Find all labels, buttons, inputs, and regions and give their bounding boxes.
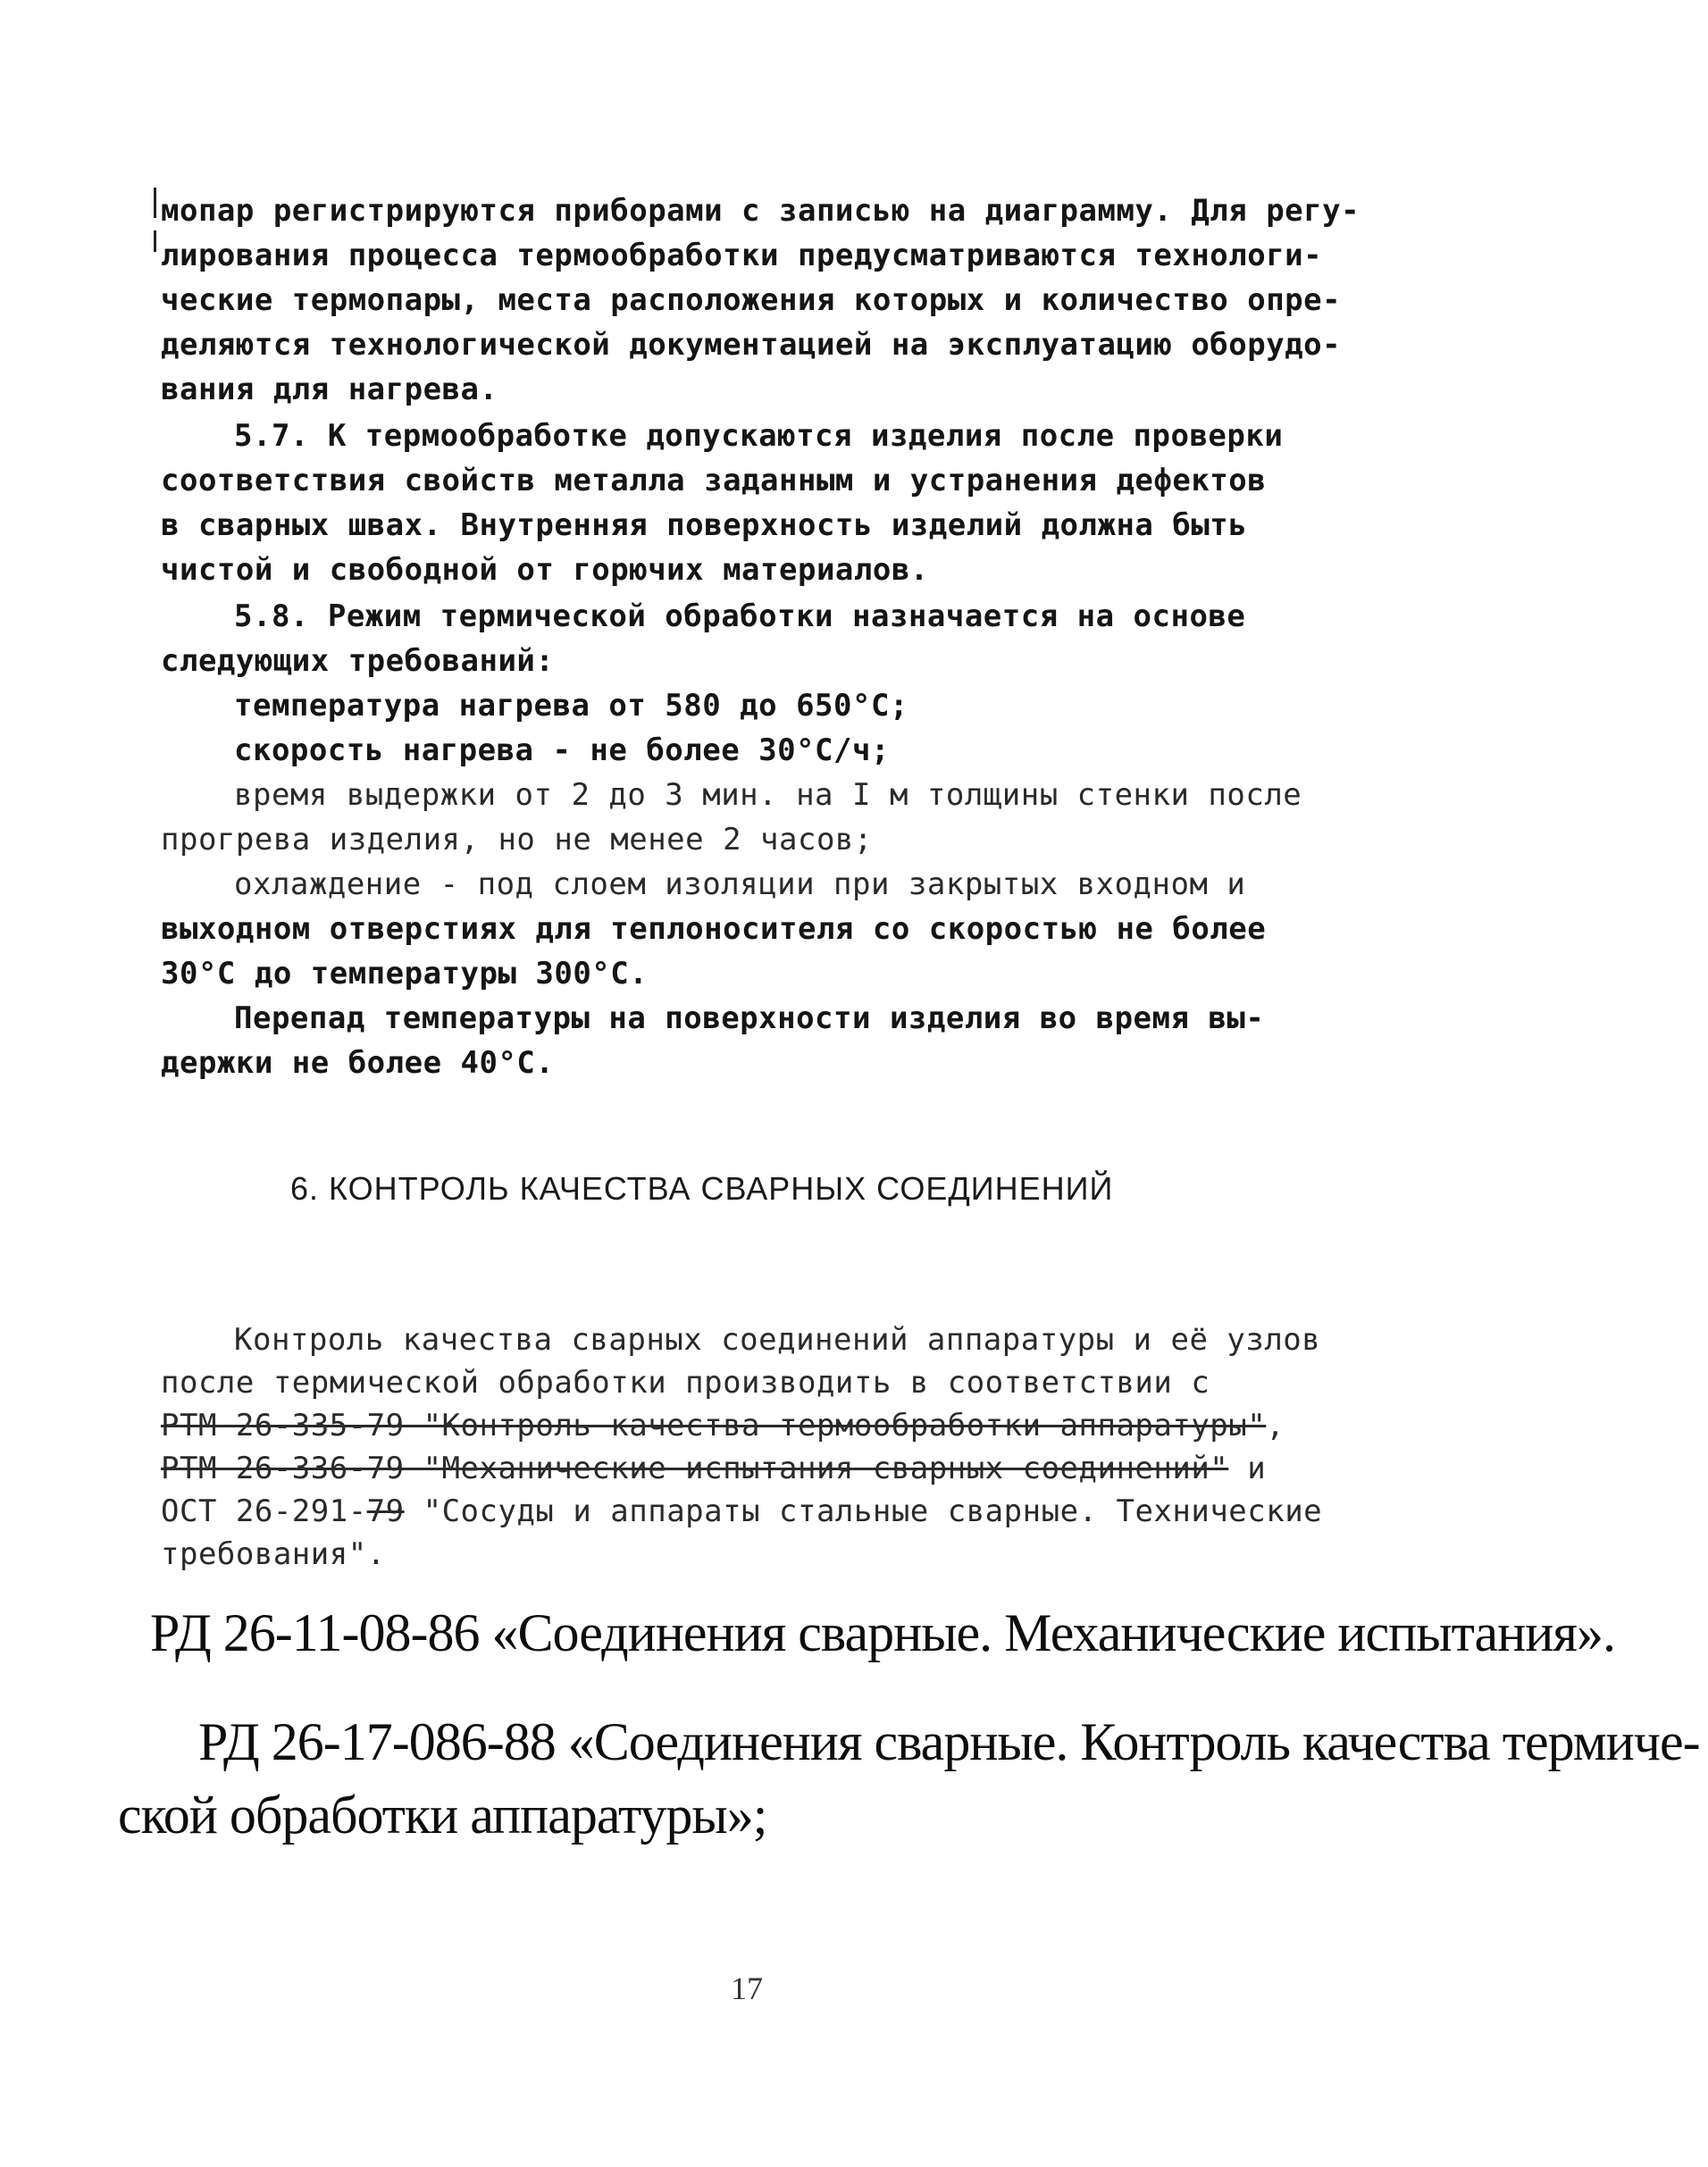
- text-line: лирования процесса термообработки предусматриваются технологи-: [161, 238, 1323, 273]
- ost-code: ОСТ 26-291-: [161, 1493, 367, 1529]
- conjunction: и: [1228, 1451, 1267, 1486]
- text-line: ческие термопары, места расположения которых и количество опре-: [161, 282, 1342, 318]
- section-6-intro-line: Контроль качества сварных соединений аппаратуры и её узлов: [234, 1322, 1321, 1358]
- struck-reference-line: [161, 1447, 1266, 1490]
- temperature-difference-line: Перепад температуры на поверхности изделия во время вы-: [234, 1000, 1265, 1036]
- struck-reference: РТМ 26-335-79 "Контроль качества термообработки аппаратуры": [161, 1408, 1267, 1443]
- ost-title: "Сосуды и аппараты стальные сварные. Технические: [404, 1493, 1323, 1529]
- paragraph-5-7-line: 5.7. К термообработке допускаются изделия после проверки: [234, 418, 1284, 454]
- paragraph-5-7-line: чистой и свободной от горючих материалов.: [161, 552, 929, 588]
- text-line: вания для нагрева.: [161, 372, 498, 407]
- punctuation: ,: [1266, 1408, 1285, 1443]
- struck-reference: РТМ 26-336-79 "Механические испытания сварных соединений": [161, 1451, 1229, 1486]
- requirement-temperature: температура нагрева от 580 до 650°С;: [234, 688, 908, 724]
- ost-reference-line: требования".: [161, 1536, 386, 1572]
- page-number: 17: [731, 1970, 763, 2006]
- paragraph-5-7-line: соответствия свойств металла заданным и устранения дефектов: [161, 463, 1267, 498]
- ost-reference-line: [161, 1490, 1322, 1533]
- ost-year-struck: 79: [366, 1493, 405, 1529]
- paragraph-5-8-line: следующих требований:: [161, 643, 555, 679]
- requirement-heating-speed: скорость нагрева - не более 30°С/ч;: [234, 732, 890, 768]
- text-line: мопар регистрируются приборами с записью на диаграмму. Для регу-: [161, 193, 1361, 229]
- requirement-cooling: 30°С до температуры 300°С.: [161, 956, 649, 991]
- temperature-difference-line: держки не более 40°С.: [161, 1045, 555, 1081]
- text-line: деляются технологической документацией на эксплуатацию оборудо-: [161, 327, 1342, 363]
- replacement-reference-rd-2: РД 26-17-086-88 «Соединения сварные. Контроль качества термиче-: [198, 1712, 1700, 1771]
- section-6-intro-line: после термической обработки производить в соответствии с: [161, 1365, 1210, 1401]
- requirement-cooling: выходном отверстиях для теплоносителя со скоростью не более: [161, 911, 1267, 947]
- struck-reference-line: [161, 1404, 1285, 1447]
- requirement-holding-time: прогрева изделия, но не менее 2 часов;: [161, 822, 873, 858]
- requirement-holding-time: время выдержки от 2 до 3 мин. на I м толщины стенки после: [234, 777, 1302, 813]
- replacement-reference-rd-1: РД 26-11-08-86 «Соединения сварные. Механические испытания».: [150, 1603, 1615, 1662]
- requirement-cooling: охлаждение - под слоем изоляции при закрытых входном и: [234, 866, 1246, 902]
- margin-mark: [154, 188, 156, 218]
- paragraph-5-7-line: в сварных швах. Внутренняя поверхность изделий должна быть: [161, 507, 1248, 543]
- paragraph-5-8-line: 5.8. Режим термической обработки назначается на основе: [234, 598, 1246, 634]
- margin-mark: [154, 230, 156, 252]
- replacement-reference-rd-2: ской обработки аппаратуры»;: [118, 1786, 767, 1845]
- section-6-heading: 6. КОНТРОЛЬ КАЧЕСТВА СВАРНЫХ СОЕДИНЕНИЙ: [290, 1170, 1114, 1207]
